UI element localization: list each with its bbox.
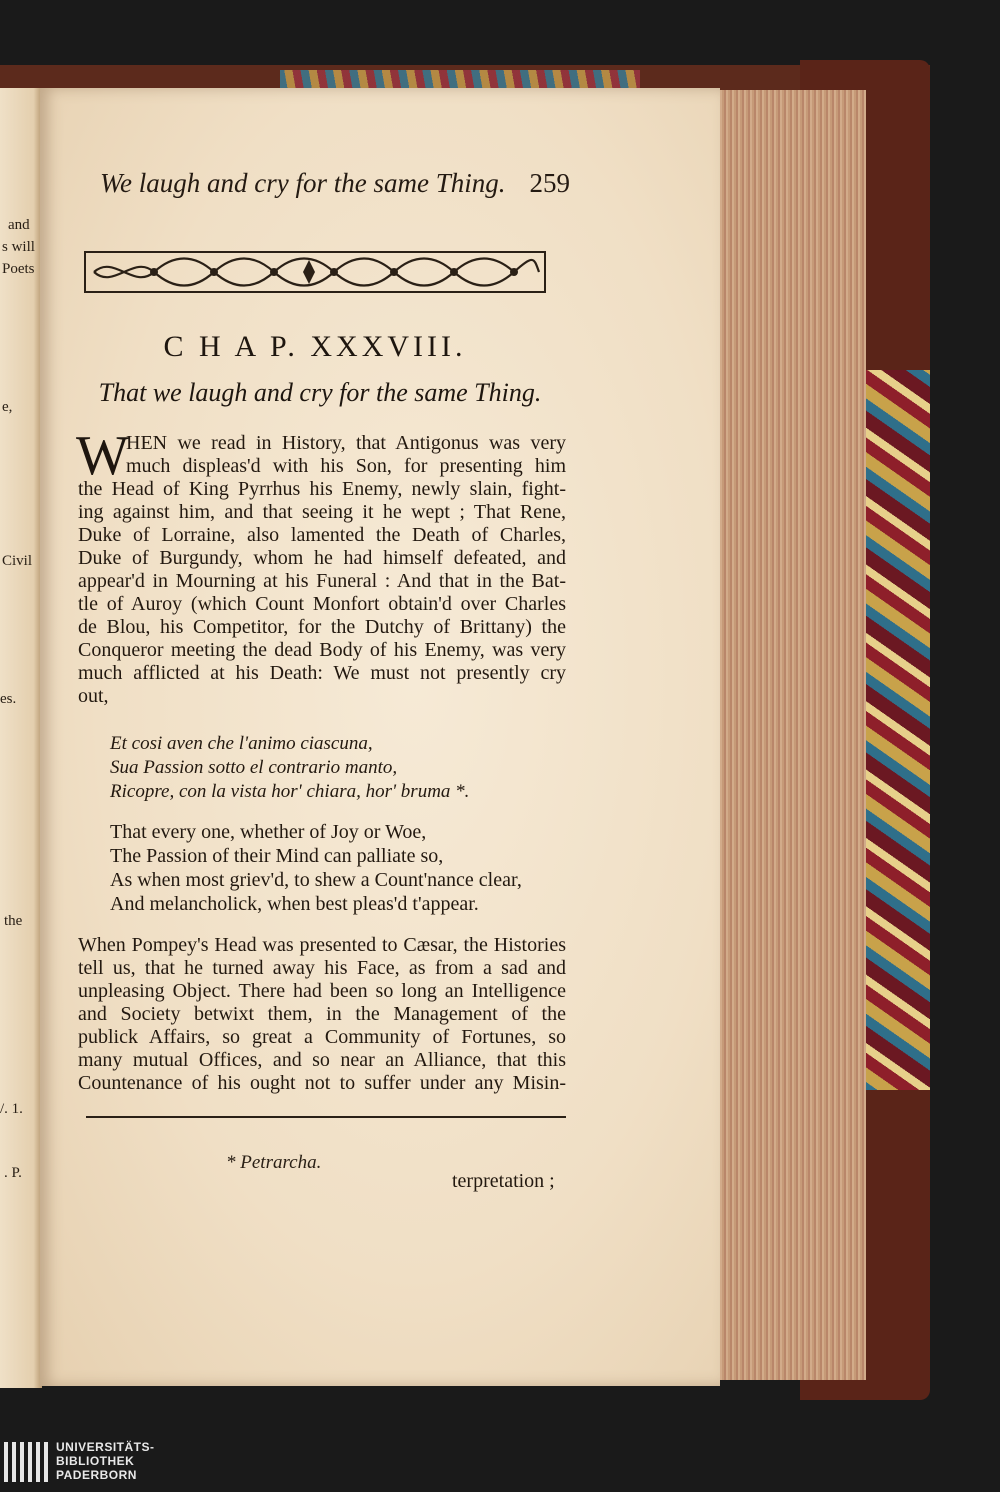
logo-line: BIBLIOTHEK [56, 1454, 135, 1468]
verso-fragment: es. [0, 691, 17, 707]
text-line: Duke of Burgundy, whom he had himself defeated, and [78, 547, 566, 569]
headpiece-ornament [84, 248, 546, 296]
footnote-rule [86, 1116, 566, 1118]
verse-line: Sua Passion sotto el contrario manto, [110, 757, 398, 778]
library-logo-text [56, 1440, 155, 1482]
catchword: terpretation ; [452, 1170, 555, 1192]
verse-line: The Passion of their Mind can palliate so, [110, 845, 444, 867]
verse-line: Ricopre, con la vista hor' chiara, hor' bruma *. [110, 781, 470, 802]
paragraph-1 [76, 425, 566, 708]
verse-line: As when most griev'd, to shew a Count'nance clear, [110, 869, 522, 891]
text-line: many mutual Offices, and so near an Alliance, that this [78, 1049, 566, 1071]
text-line: publick Affairs, so great a Community of Fortunes, so [78, 1026, 566, 1048]
verso-fragment: the [4, 913, 23, 929]
paragraph-2 [78, 934, 566, 1095]
marbled-endpaper [860, 370, 930, 1090]
text-line: the Head of King Pyrrhus his Enemy, newly slain, fight- [78, 478, 566, 500]
chapter-title: C H A P. XXXVIII. [163, 330, 467, 363]
text-line: and Society betwixt them, in the Management of the [78, 1003, 566, 1025]
text-line: ing against him, and that seeing it he wept ; That Rene, [78, 501, 566, 523]
text-line: Duke of Lorraine, also lamented the Death of Charles, [78, 524, 566, 546]
verse-line: That every one, whether of Joy or Woe, [110, 821, 427, 843]
text-line: appear'd in Mourning at his Funeral : And that in the Bat- [78, 570, 566, 592]
chapter-subtitle: That we laugh and cry for the same Thing. [98, 378, 542, 407]
library-logo [4, 1440, 204, 1486]
verso-fragment: s will [2, 239, 35, 255]
verso-fragment: Poets [2, 261, 35, 277]
text-line: tell us, that he turned away his Face, as from a sad and [78, 957, 566, 979]
italian-verse [110, 732, 469, 804]
running-head-title: We laugh and cry for the same Thing. [100, 168, 506, 198]
logo-line: PADERBORN [56, 1468, 137, 1482]
text-line: much afflicted at his Death: We must not presently cry [78, 662, 566, 684]
text-line: tle of Auroy (which Count Monfort obtain'd over Charles [78, 593, 566, 615]
verso-page [0, 88, 42, 1388]
text-line: out, [78, 685, 109, 707]
verso-fragment: e, [2, 399, 13, 415]
english-verse [110, 820, 522, 916]
running-head [100, 168, 570, 199]
library-logo-icon [4, 1442, 52, 1482]
page-fore-edge [716, 90, 866, 1380]
verso-fragment: and [8, 217, 30, 233]
drop-capital: W [76, 425, 129, 487]
logo-line: UNIVERSITÄTS- [56, 1440, 155, 1454]
text-line: much displeas'd with his Son, for presenting him [126, 455, 566, 477]
text-line: unpleasing Object. There had been so long an Intelligence [78, 980, 566, 1002]
verse-line: Et cosi aven che l'animo ciascuna, [110, 733, 373, 754]
verse-line: And melancholick, when best pleas'd t'appear. [110, 893, 479, 915]
text-line: HEN we read in History, that Antigonus was very [126, 432, 566, 454]
footnote: * Petrarcha. [226, 1152, 322, 1173]
verso-fragment: . P. [4, 1165, 22, 1181]
text-line: de Blou, his Competitor, for the Dutchy of Brittany) the [78, 616, 566, 638]
verso-fragment: /. 1. [0, 1101, 23, 1117]
text-line: Conqueror meeting the dead Body of his Enemy, was very [78, 639, 566, 661]
page-number: 259 [529, 168, 570, 198]
text-line: When Pompey's Head was presented to Cæsar, the Histories [78, 934, 566, 956]
text-line: Countenance of his ought not to suffer under any Misin- [78, 1072, 566, 1094]
verso-fragment: Civil [2, 553, 33, 569]
